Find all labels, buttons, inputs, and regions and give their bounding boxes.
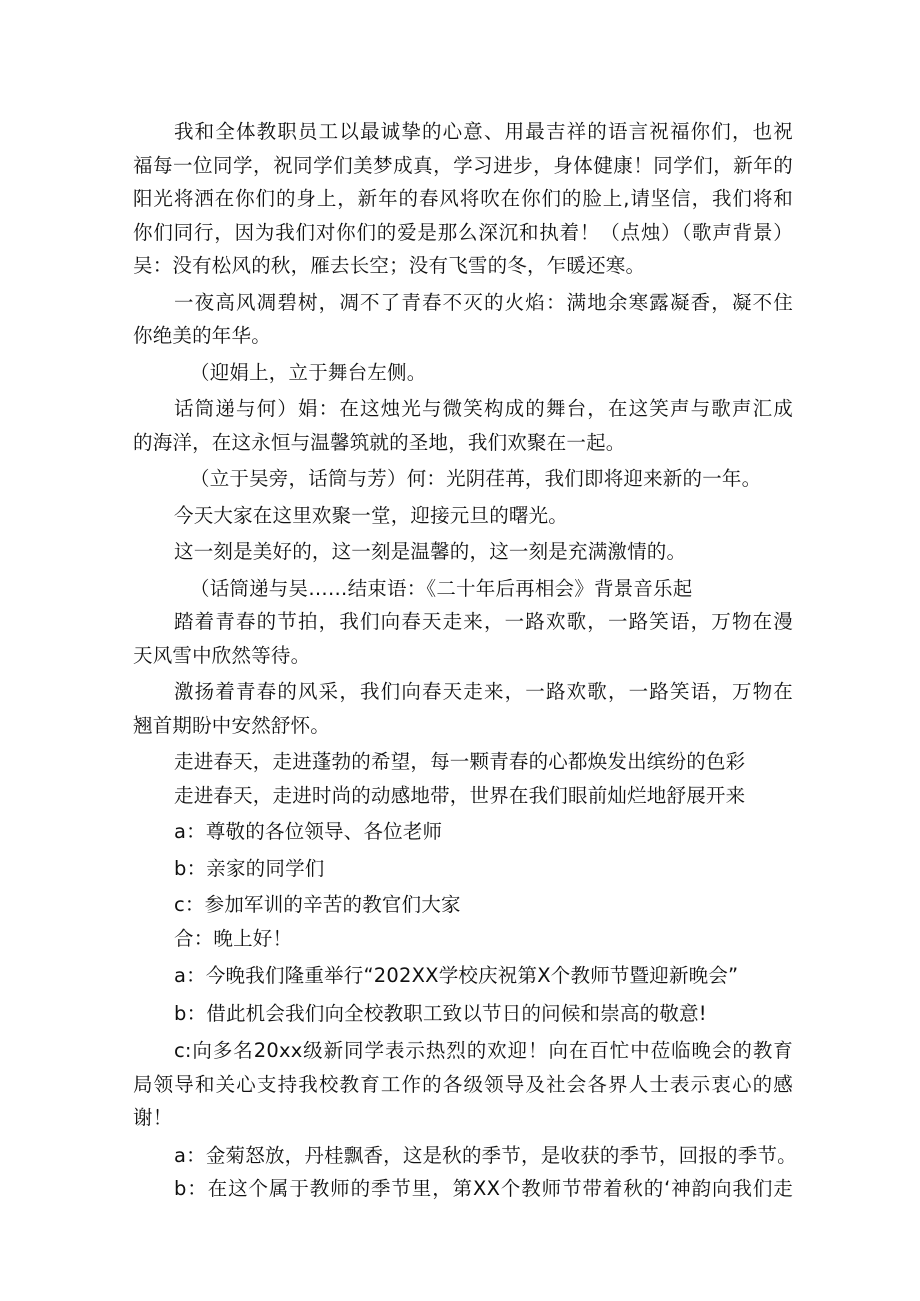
text-line: a：今晚我们隆重举行“202XX学校庆祝第X个教师节暨迎新晚会” — [174, 964, 739, 987]
text-line: 你们同行，因为我们对你们的爱是那么深沉和执着！（点烛）（歌声背景） — [133, 220, 793, 244]
text-line: 我和全体教职员工以最诚挚的心意、用最吉祥的语言祝福你们，也祝 — [174, 120, 793, 143]
text-line: 阳光将洒在你们的身上，新年的春风将吹在你们的脸上,请坚信，我们将和 — [133, 187, 793, 210]
text-line: （迎娟上，立于舞台左侧。 — [190, 360, 427, 384]
text-line: 你绝美的年华。 — [133, 324, 271, 347]
text-line: 福每一位同学，祝同学们美梦成真，学习进步，身体健康！同学们，新年的 — [133, 153, 793, 177]
text-line: 的海洋，在这永恒与温馨筑就的圣地，我们欢聚在一起。 — [133, 430, 626, 454]
text-line: 走进春天，走进时尚的动感地带，世界在我们眼前灿烂地舒展开来 — [174, 783, 746, 807]
text-line: 吴：没有松风的秋，雁去长空；没有飞雪的冬，乍暖还寒。 — [133, 254, 646, 277]
text-line: （话筒递与吴……结束语：《二十年后再相会》背景音乐起 — [190, 576, 693, 600]
text-line: 谢！ — [133, 1106, 173, 1129]
text-line: 话筒递与何）娟：在这烛光与微笑构成的舞台，在这笑声与歌声汇成 — [174, 397, 793, 420]
text-line: 局领导和关心支持我校教育工作的各级领导及社会各界人士表示衷心的感 — [133, 1072, 793, 1096]
text-line: b：亲家的同学们 — [174, 856, 325, 880]
text-line: 这一刻是美好的，这一刻是温馨的，这一刻是充满激情的。 — [174, 540, 687, 563]
text-line: 走进春天，走进蓬勃的希望，每一颗青春的心都焕发出缤纷的色彩 — [174, 750, 746, 773]
text-line: 天风雪中欣然等待。 — [133, 643, 311, 667]
text-line: （立于吴旁，话筒与芳）何：光阴荏苒，我们即将迎来新的一年。 — [190, 467, 762, 490]
text-line: b：在这个属于教师的季节里，第XX个教师节带着秋的‘神韵向我们走 — [174, 1177, 793, 1200]
text-line: c：参加军训的辛苦的教官们大家 — [174, 893, 461, 916]
document-body — [133, 115, 797, 1206]
text-line: 一夜高风凋碧树，凋不了青春不灭的火焰：满地余寒露凝香，凝不住 — [174, 290, 793, 314]
text-line: 激扬着青春的风采，我们向春天走来，一路欢歌，一路笑语，万物在 — [174, 680, 793, 703]
text-line: 今天大家在这里欢聚一堂，迎接元旦的曙光。 — [174, 503, 569, 527]
text-line: 合：晚上好！ — [174, 926, 293, 950]
text-line: 踏着青春的节拍，我们向春天走来，一路欢歌，一路笑语，万物在漫 — [174, 610, 793, 633]
text-line: a：尊敬的各位领导、各位老师 — [174, 820, 443, 843]
text-line: b：借此机会我们向全校教职工致以节日的问候和崇高的敬意! — [174, 1001, 707, 1025]
text-line: 翘首期盼中安然舒怀。 — [133, 713, 331, 737]
text-line: a：金菊怒放，丹桂飘香，这是秋的季节，是收获的季节，回报的季节。 — [174, 1143, 797, 1167]
text-line: c:向多名20xx级新同学表示热烈的欢迎！向在百忙中莅临晚会的教育 — [174, 1039, 793, 1062]
